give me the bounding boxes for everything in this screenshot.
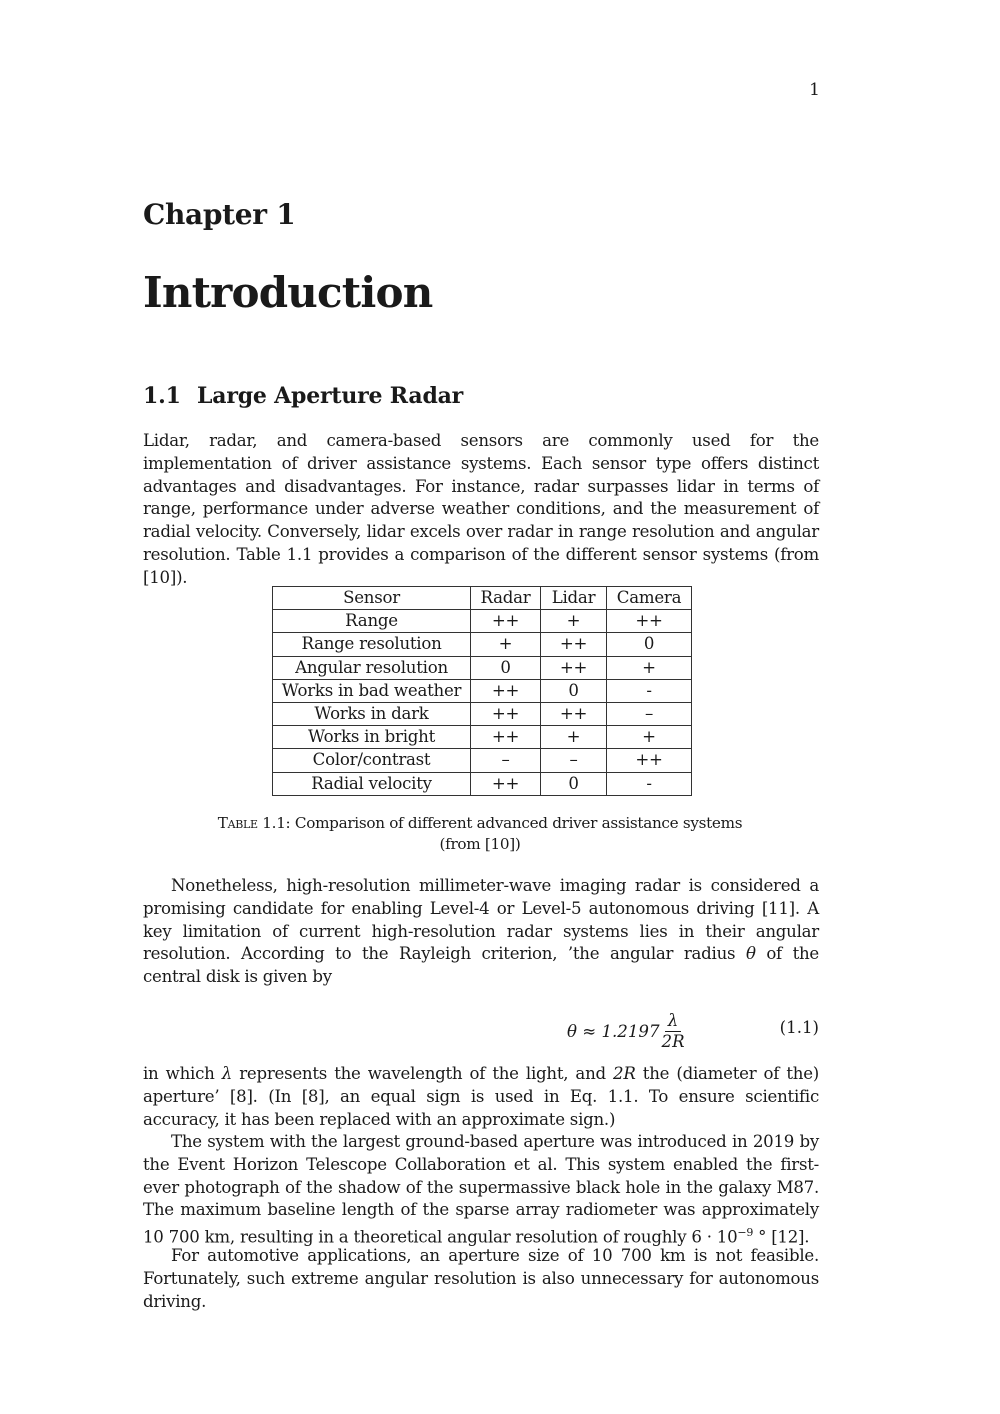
paragraph-lambda — [143, 1063, 819, 1131]
p3-start: in which — [143, 1064, 222, 1083]
p4-resolution-unit: ° — [753, 1227, 767, 1247]
table-row-label: Range resolution — [273, 633, 471, 656]
paragraph-automotive — [143, 1245, 819, 1313]
table-row — [273, 610, 692, 633]
p2-text-before: Nonetheless, high-resolution millimeter-wave imaging radar is considered a promising candidate for enabling Level-4 or Level-5 autonomous driving [11]. A key limitation of current high-resolution radar systems lies in their angular resolution. According to the Rayleigh criterion, ’the angular radius — [143, 876, 819, 964]
equation-1-1 — [143, 1003, 819, 1055]
p5-end: is not feasible. Fortunately, such extreme angular resolution is also unnecessary for autonomous driving. — [143, 1246, 819, 1311]
table-header-row — [273, 587, 692, 610]
table-cell: 0 — [471, 656, 541, 679]
table-cell: - — [607, 772, 692, 795]
table-row — [273, 633, 692, 656]
p4-resolution-base: 6 · 10 — [691, 1227, 738, 1247]
table-row-label: Angular resolution — [273, 656, 471, 679]
equation-fraction — [662, 1011, 685, 1052]
table-row-label: Color/contrast — [273, 749, 471, 772]
table-row — [273, 772, 692, 795]
theta-symbol: θ — [745, 944, 756, 964]
chapter-title: Introduction — [143, 268, 433, 317]
paragraph-sensor-intro: Lidar, radar, and camera-based sensors are commonly used for the implementation of driver assistance systems. Each sensor type offers distinct advantages and disadvantages. For instance, radar surpasses lidar in terms of range, performance under adverse weather conditions, and the measurement of radial velocity. Conversely, lidar excels over radar in range resolution and angular resolution. Table 1.1 provides a comparison of the different sensor systems (from [10]). — [143, 431, 819, 587]
table-header-cell: Sensor — [273, 587, 471, 610]
table-cell: – — [607, 702, 692, 725]
table-row-label: Range — [273, 610, 471, 633]
table-caption-label: Table 1.1: — [217, 814, 291, 832]
table-cell: ++ — [541, 702, 607, 725]
p5-distance: 10 700 km — [591, 1246, 686, 1265]
table-cell: ++ — [471, 772, 541, 795]
table-header-cell: Lidar — [541, 587, 607, 610]
equation-denominator: 2R — [661, 1032, 685, 1051]
table-row — [273, 702, 692, 725]
table-cell: ++ — [471, 702, 541, 725]
table-cell: ++ — [607, 610, 692, 633]
p3-end: the (diameter of the) aperture’ [8]. (In [8], an equal sign is used in Eq. 1.1. To ensure scientific accuracy, it has been replaced with an approximate sign.) — [143, 1064, 819, 1129]
p4-end: [12]. — [766, 1227, 810, 1247]
table-cell: + — [541, 610, 607, 633]
p2-text-after: of the central disk is given by — [143, 944, 820, 987]
equation-lhs: θ ≈ 1.2197 — [567, 1022, 660, 1041]
table-row — [273, 726, 692, 749]
table-row-label: Works in bright — [273, 726, 471, 749]
table-cell: + — [607, 726, 692, 749]
p4-start: The system with the largest ground-based aperture was introduced in 2019 by the Event Horizon Telescope Collaboration et al. This system enabled the first-ever photograph of the shadow of the supermassive black hole in the galaxy M87. The maximum baseline length of the sparse array radiometer was approximately — [143, 1132, 819, 1220]
table-cell: 0 — [607, 633, 692, 656]
table-caption-source: (from [10]) — [439, 834, 521, 853]
table-cell: ++ — [471, 610, 541, 633]
table-row-label: Works in bad weather — [273, 679, 471, 702]
p4-resolution-exponent: −9 — [737, 1226, 754, 1240]
table-cell: ++ — [471, 679, 541, 702]
equation-body — [567, 1011, 685, 1052]
table-body — [273, 587, 692, 796]
table-row — [273, 679, 692, 702]
p3-mid: represents the wavelength of the light, and — [232, 1064, 614, 1083]
lambda-symbol: λ — [221, 1064, 233, 1083]
chapter-label: Chapter 1 — [143, 198, 296, 231]
table-caption — [180, 813, 780, 854]
table-cell: ++ — [471, 726, 541, 749]
table-caption-text: Comparison of different advanced driver assistance systems — [290, 814, 743, 832]
p5-start: For automotive applications, an aperture size of — [171, 1246, 592, 1265]
table-cell: – — [541, 749, 607, 772]
table-cell: 0 — [541, 772, 607, 795]
section-heading — [143, 383, 463, 409]
table-cell: ++ — [541, 633, 607, 656]
table-cell: + — [471, 633, 541, 656]
table-cell: ++ — [607, 749, 692, 772]
table-cell: - — [607, 679, 692, 702]
paragraph-rayleigh — [143, 875, 819, 989]
two-r-symbol: 2R — [613, 1064, 636, 1083]
page-number: 1 — [809, 80, 820, 100]
equation-numerator: λ — [665, 1011, 682, 1032]
table-header-cell: Radar — [471, 587, 541, 610]
table-cell: 0 — [541, 679, 607, 702]
table-cell: ++ — [541, 656, 607, 679]
table-header-cell: Camera — [607, 587, 692, 610]
p4-distance: 10 700 km — [143, 1227, 230, 1247]
table-row — [273, 656, 692, 679]
table-cell: + — [607, 656, 692, 679]
p4-mid: , resulting in a theoretical angular resolution of roughly — [229, 1227, 692, 1247]
equation-number: (1.1) — [779, 1018, 819, 1037]
section-number: 1.1 — [143, 383, 181, 409]
section-title: Large Aperture Radar — [197, 383, 464, 409]
table-cell: + — [541, 726, 607, 749]
table-row-label: Works in dark — [273, 702, 471, 725]
table-cell: – — [471, 749, 541, 772]
paragraph-eht — [143, 1131, 819, 1250]
table-row — [273, 749, 692, 772]
table-row-label: Radial velocity — [273, 772, 471, 795]
sensor-comparison-table — [272, 586, 692, 796]
